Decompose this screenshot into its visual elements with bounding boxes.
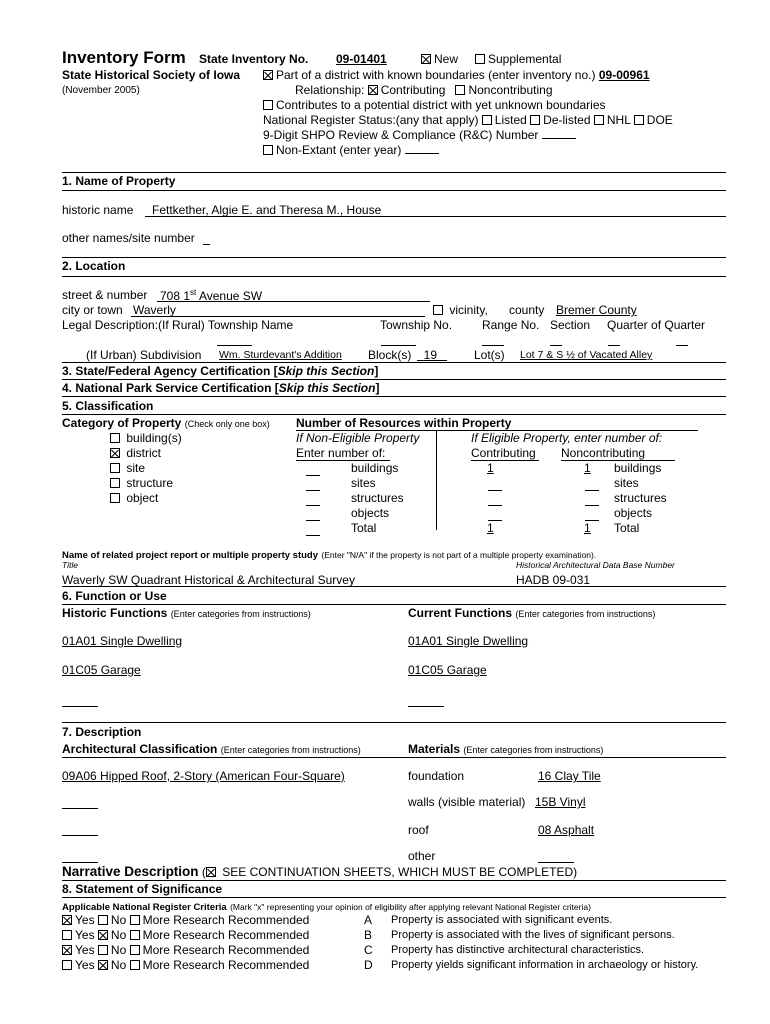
lot-value[interactable]: Lot 7 & S ½ of Vacated Alley [520, 349, 653, 361]
state-inventory-number: 09-01401 [336, 52, 387, 66]
enter-number-label: Enter number of: [296, 446, 386, 460]
relationship-row: Relationship: Contributing Noncontributing [295, 83, 553, 97]
noncontrib-buildings-value[interactable]: 1 [584, 461, 591, 475]
hadb-number[interactable]: HADB 09-031 [516, 573, 591, 587]
block-label: Block(s) [368, 348, 412, 362]
criterion-c-letter: C [364, 943, 373, 957]
section-5-heading: 5. Classification [62, 399, 154, 413]
listed-checkbox[interactable] [482, 115, 492, 125]
criterion-c-text: Property has distinctive architectural characteristics. [391, 944, 645, 956]
contributing-col-label: Contributing [471, 446, 536, 460]
township-name-line[interactable] [217, 345, 252, 346]
supplemental-checkbox[interactable] [475, 54, 485, 64]
category-district[interactable]: district [110, 446, 161, 460]
quarter-label: Quarter of Quarter [607, 318, 706, 332]
category-building[interactable]: building(s) [110, 431, 182, 445]
row-label-total-left: Total [351, 521, 377, 535]
quarter-line-1[interactable] [608, 345, 620, 346]
related-study-label: Name of related project report or multiple property study (Enter "N/A" if the property is not part of a multiple property examination). [62, 550, 597, 561]
row-label-sites-right: sites [614, 476, 639, 490]
non-eligible-total-input[interactable] [306, 535, 320, 536]
township-no-line[interactable] [381, 345, 416, 346]
section-line[interactable] [550, 345, 562, 346]
divider [62, 722, 726, 723]
range-no-line[interactable] [482, 345, 504, 346]
county-label: county [509, 303, 545, 317]
nonextant-row: Non-Extant (enter year) [263, 143, 439, 157]
county-value[interactable]: Bremer County [556, 303, 637, 317]
organization: State Historical Society of Iowa [62, 68, 241, 82]
contributes-potential-row[interactable]: Contributes to a potential district with yet unknown boundaries [263, 98, 606, 112]
criterion-a-more-checkbox[interactable] [130, 915, 140, 925]
row-label-structures-left: structures [351, 491, 404, 505]
criterion-b-no-checkbox[interactable] [98, 930, 108, 940]
section-4-heading: 4. National Park Service Certification [Skip this Section] [62, 381, 380, 395]
other-material-label: other [408, 849, 436, 863]
criterion-a-row: Yes No More Research Recommended [62, 913, 309, 927]
noncontrib-structures-input[interactable] [585, 505, 599, 506]
contributes-potential-checkbox[interactable] [263, 100, 273, 110]
row-label-objects-left: objects [351, 506, 390, 520]
criterion-a-yes-checkbox[interactable] [62, 915, 72, 925]
noncontributing-checkbox[interactable] [455, 85, 465, 95]
noncontributing-col-label: Noncontributing [561, 446, 646, 460]
nhl-checkbox[interactable] [594, 115, 604, 125]
contrib-total-value[interactable]: 1 [487, 521, 494, 535]
criterion-c-row: Yes No More Research Recommended [62, 943, 309, 957]
part-of-district-row[interactable]: Part of a district with known boundaries (enter inventory no.) 09-00961 [263, 68, 650, 82]
current-function-1[interactable]: 01A01 Single Dwelling [408, 634, 529, 648]
form-title: Inventory Form [62, 48, 186, 67]
divider [62, 396, 726, 397]
criterion-d-letter: D [364, 958, 373, 972]
historic-function-1[interactable]: 01A01 Single Dwelling [62, 634, 183, 648]
row-label-buildings-right: buildings [614, 461, 662, 475]
current-function-2[interactable]: 01C05 Garage [408, 663, 487, 677]
historic-functions-label: Historic Functions (Enter categories from instructions) [62, 606, 311, 620]
vicinity-checkbox[interactable] [433, 305, 443, 315]
criterion-d-yes-checkbox[interactable] [62, 960, 72, 970]
historic-name-label: historic name [62, 203, 134, 217]
urban-subdivision-label: (If Urban) Subdivision [86, 348, 202, 362]
foundation-value[interactable]: 16 Clay Tile [538, 769, 601, 783]
new-checkbox[interactable] [421, 54, 431, 64]
historic-name-line [145, 216, 726, 217]
historic-function-3-input[interactable] [62, 706, 98, 707]
city-line [131, 316, 425, 317]
legal-description-label: Legal Description:(If Rural) Township Name [62, 318, 294, 332]
new-checkbox-row[interactable]: New [421, 52, 458, 66]
historic-name-value[interactable]: Fettkether, Algie E. and Theresa M., House [152, 203, 382, 217]
street-value[interactable]: 708 1st Avenue SW [160, 288, 263, 303]
roof-value[interactable]: 08 Asphalt [538, 823, 595, 837]
contrib-sites-input[interactable] [488, 490, 502, 491]
divider [62, 190, 726, 191]
criterion-d-text: Property yields significant information in archaeology or history. [391, 959, 699, 971]
form-date: (November 2005) [62, 85, 140, 96]
related-study-title[interactable]: Waverly SW Quadrant Historical & Architectural Survey [62, 573, 355, 587]
resources-column-divider [436, 430, 437, 530]
criterion-d-no-checkbox[interactable] [98, 960, 108, 970]
row-label-total-right: Total [614, 521, 640, 535]
contributing-underline [471, 460, 539, 461]
divider [62, 414, 726, 415]
materials-label: Materials (Enter categories from instructions) [408, 742, 604, 756]
current-functions-label: Current Functions (Enter categories from instructions) [408, 606, 656, 620]
contrib-buildings-value[interactable]: 1 [487, 461, 494, 475]
criterion-a-letter: A [364, 913, 373, 927]
criterion-b-text: Property is associated with the lives of significant persons. [391, 929, 675, 941]
divider [62, 172, 726, 173]
doe-checkbox[interactable] [634, 115, 644, 125]
divider [62, 379, 726, 380]
non-eligible-label: If Non-Eligible Property [296, 431, 420, 445]
divider [62, 897, 726, 898]
criterion-d-more-checkbox[interactable] [130, 960, 140, 970]
township-no-label: Township No. [380, 318, 453, 332]
arch-classification-4-input[interactable] [62, 862, 98, 863]
nonextant-year-input[interactable] [405, 153, 439, 154]
narrative-description: Narrative Description ( SEE CONTINUATION SHEETS, WHICH MUST BE COMPLETED) [62, 864, 578, 879]
divider [62, 604, 726, 605]
city-value[interactable]: Waverly [133, 303, 176, 317]
section-6-heading: 6. Function or Use [62, 589, 167, 603]
current-function-3-input[interactable] [408, 706, 444, 707]
state-inventory-label: State Inventory No. [199, 52, 309, 66]
part-of-district-checkbox[interactable] [263, 70, 273, 80]
arch-classification-2-input[interactable] [62, 808, 98, 809]
hadb-label: Historical Architectural Data Base Number [516, 560, 675, 570]
nonextant-checkbox[interactable] [263, 145, 273, 155]
section-3-heading: 3. State/Federal Agency Certification [Skip this Section] [62, 364, 379, 378]
criterion-a-text: Property is associated with significant events. [391, 914, 613, 926]
row-label-objects-right: objects [614, 506, 653, 520]
category-object[interactable]: object [110, 491, 158, 505]
criterion-b-more-checkbox[interactable] [130, 930, 140, 940]
other-material-input[interactable] [538, 862, 574, 863]
criterion-b-yes-checkbox[interactable] [62, 930, 72, 940]
number-of-resources-label: Number of Resources within Property [296, 416, 512, 430]
noncontrib-total-value[interactable]: 1 [584, 521, 591, 535]
section-label: Section [550, 318, 591, 332]
shpo-row: 9-Digit SHPO Review & Compliance (R&C) Number [263, 128, 576, 142]
category-label: Category of Property (Check only one box) [62, 416, 270, 430]
category-structure[interactable]: structure [110, 476, 173, 490]
nr-status-row: National Register Status:(any that apply) Listed De-listed NHL DOE [263, 113, 673, 127]
foundation-label: foundation [408, 769, 465, 783]
delisted-checkbox[interactable] [530, 115, 540, 125]
non-eligible-sites-input[interactable] [306, 490, 320, 491]
street-label: street & number [62, 288, 148, 302]
criterion-a-no-checkbox[interactable] [98, 915, 108, 925]
quarter-line-2[interactable] [676, 345, 688, 346]
walls-label: walls (visible material) [408, 795, 526, 809]
range-no-label: Range No. [482, 318, 540, 332]
walls-value[interactable]: 15B Vinyl [535, 795, 586, 809]
divider [62, 257, 726, 258]
eligible-label: If Eligible Property, enter number of: [471, 431, 663, 445]
non-eligible-objects-input[interactable] [306, 520, 320, 521]
row-label-sites-left: sites [351, 476, 376, 490]
continuation-sheets-checkbox[interactable] [206, 867, 216, 877]
criterion-d-row: Yes No More Research Recommended [62, 958, 309, 972]
historic-function-2[interactable]: 01C05 Garage [62, 663, 141, 677]
divider [62, 276, 726, 277]
criterion-b-row: Yes No More Research Recommended [62, 928, 309, 942]
criterion-c-more-checkbox[interactable] [130, 945, 140, 955]
related-study-line [62, 586, 726, 587]
vicinity-row[interactable]: vicinity, [433, 303, 488, 317]
shpo-input[interactable] [542, 138, 576, 139]
row-label-structures-right: structures [614, 491, 667, 505]
section-2-heading: 2. Location [62, 259, 126, 273]
criterion-b-letter: B [364, 928, 373, 942]
subdivision-value[interactable]: Wm. Sturdevant's Addition [219, 349, 342, 361]
arch-classification-3-input[interactable] [62, 835, 98, 836]
lot-label: Lot(s) [474, 348, 505, 362]
criteria-label: Applicable National Register Criteria (Mark "x" representing your opinion of eligibility after applying relevant National Register criteria) [62, 902, 591, 913]
other-names-line[interactable] [203, 244, 210, 245]
criterion-c-no-checkbox[interactable] [98, 945, 108, 955]
section-1-heading: 1. Name of Property [62, 174, 176, 188]
street-line [157, 301, 430, 302]
noncontrib-sites-input[interactable] [585, 490, 599, 491]
arch-classification-value[interactable]: 09A06 Hipped Roof, 2-Story (American Four-Square) [62, 769, 345, 783]
non-eligible-structures-input[interactable] [306, 505, 320, 506]
title-label: Title [62, 560, 78, 570]
supplemental-checkbox-row[interactable]: Supplemental [475, 52, 561, 66]
row-label-buildings-left: buildings [351, 461, 399, 475]
divider [62, 757, 726, 758]
contributing-checkbox[interactable] [368, 85, 378, 95]
divider [62, 362, 726, 363]
city-label: city or town [62, 303, 123, 317]
divider [62, 880, 726, 881]
block-value[interactable]: 19 [423, 348, 438, 362]
other-names-label: other names/site number [62, 231, 195, 245]
arch-classification-label: Architectural Classification (Enter categories from instructions) [62, 742, 361, 756]
roof-label: roof [408, 823, 429, 837]
non-eligible-buildings-input[interactable] [306, 475, 320, 476]
section-7-heading: 7. Description [62, 725, 142, 739]
section-8-heading: 8. Statement of Significance [62, 882, 223, 896]
criterion-c-yes-checkbox[interactable] [62, 945, 72, 955]
contrib-structures-input[interactable] [488, 505, 502, 506]
category-site[interactable]: site [110, 461, 145, 475]
